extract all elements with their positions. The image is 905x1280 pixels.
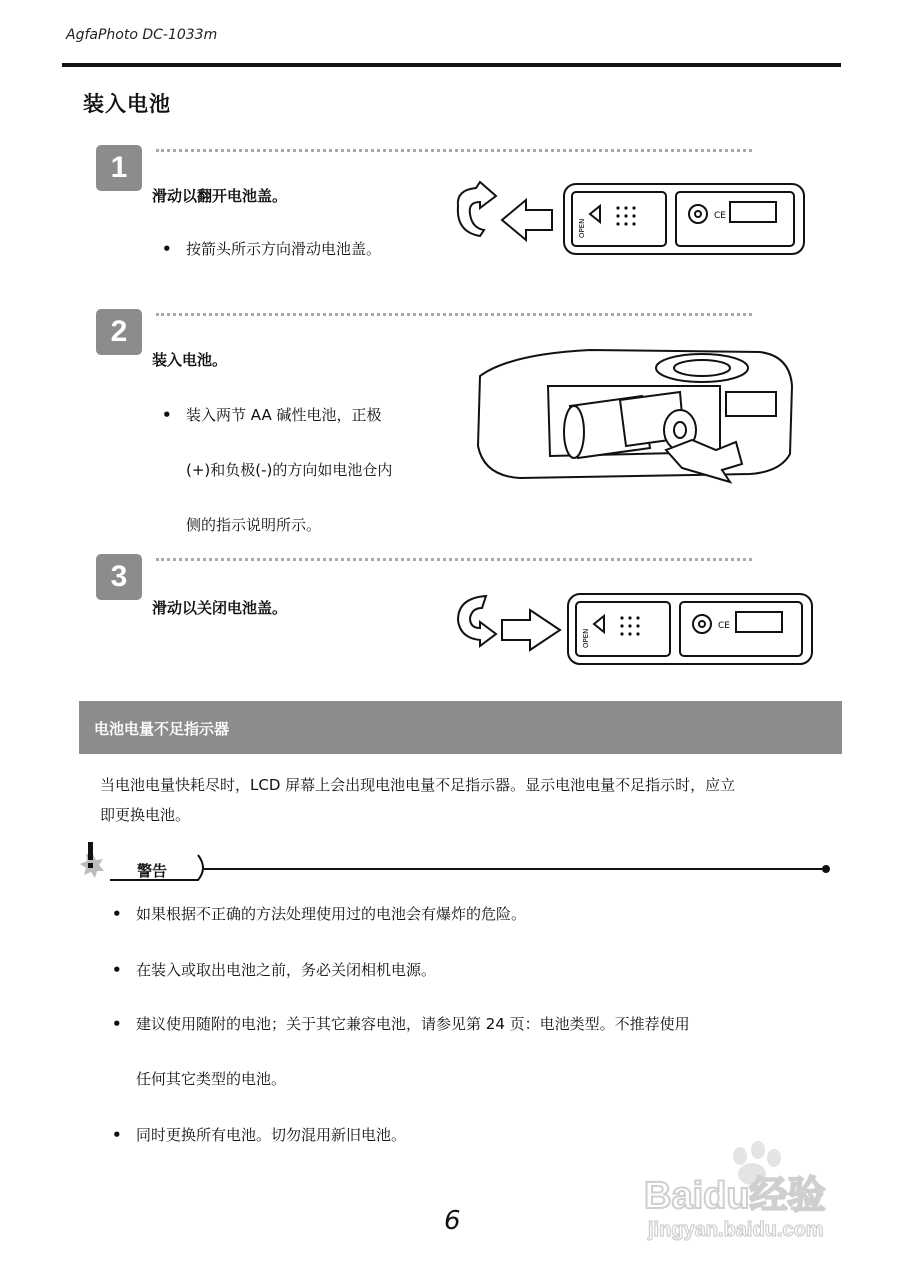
bullet-marker: • — [112, 905, 122, 923]
bullet-marker: • — [112, 961, 122, 979]
warning-item-continuation: 任何其它类型的电池。 — [136, 1070, 287, 1088]
bullet-marker: • — [162, 406, 172, 424]
warning-item — [112, 1124, 406, 1145]
bullet-marker: • — [112, 1015, 122, 1033]
warning-item — [112, 959, 436, 980]
bullet-marker: • — [112, 1126, 122, 1144]
step-2-bullet-line: 装入两节 AA 碱性电池，正极 — [186, 406, 382, 424]
section-title: 装入电池 — [83, 92, 171, 116]
document-header-title: AgfaPhoto DC-1033m — [66, 27, 218, 43]
camera-bottom-icon — [568, 594, 812, 664]
warning-item — [112, 903, 526, 924]
step-2-heading: 装入电池。 — [152, 351, 228, 369]
rotate-arrow-icon — [458, 182, 496, 236]
slide-right-arrow-icon — [502, 610, 560, 650]
page-number: 6 — [444, 1206, 461, 1236]
step-1-illustration — [450, 178, 810, 260]
step-2-illustration — [470, 346, 800, 486]
warning-item-text: 如果根据不正确的方法处理使用过的电池会有爆炸的危险。 — [136, 905, 527, 923]
baidu-watermark — [640, 1140, 860, 1254]
warning-icon — [78, 840, 108, 884]
warning-item — [112, 1013, 690, 1034]
low-battery-paragraph-line: 即更换电池。 — [100, 806, 191, 824]
low-battery-paragraph-line: 当电池电量快耗尽时，LCD 屏幕上会出现电池电量不足指示器。显示电池电量不足指示时，应立 — [100, 776, 736, 794]
warning-item-text: 在装入或取出电池之前，务必关闭相机电源。 — [136, 961, 437, 979]
watermark-brand: Baidu经验 — [644, 1175, 826, 1217]
warning-tab — [110, 852, 840, 886]
warning-item-text: 同时更换所有电池。切勿混用新旧电池。 — [136, 1126, 407, 1144]
step-3-illustration — [450, 588, 816, 670]
step-2-badge: 2 — [96, 309, 142, 355]
step-3-heading: 滑动以关闭电池盖。 — [152, 599, 288, 617]
step-2-bullet-line: 侧的指示说明所示。 — [186, 516, 322, 534]
low-battery-section-title: 电池电量不足指示器 — [94, 720, 230, 738]
step-2-bullet-line: (+)和负极(-)的方向如电池仓内 — [186, 461, 393, 479]
step-3-divider — [156, 558, 752, 561]
watermark-url: jingyan.baidu.com — [648, 1219, 824, 1241]
open-label: OPEN — [578, 218, 586, 238]
step-1-badge: 1 — [96, 145, 142, 191]
open-label: OPEN — [582, 628, 590, 648]
slide-left-arrow-icon — [502, 200, 552, 240]
camera-bottom-icon — [564, 184, 804, 254]
ce-mark: CE — [714, 211, 726, 221]
header-rule — [62, 63, 841, 67]
step-3-badge: 3 — [96, 554, 142, 600]
step-1-heading: 滑动以翻开电池盖。 — [152, 187, 288, 205]
rotate-arrow-icon — [458, 596, 496, 646]
ce-mark: CE — [718, 621, 730, 631]
bullet-marker: • — [162, 240, 172, 258]
step-1-bullet: 按箭头所示方向滑动电池盖。 — [186, 240, 382, 258]
warning-label: 警告 — [137, 862, 168, 880]
warning-item-text: 建议使用随附的电池；关于其它兼容电池，请参见第 24 页：电池类型。不推荐使用 — [136, 1015, 690, 1033]
step-1-divider — [156, 149, 752, 152]
step-2-divider — [156, 313, 752, 316]
